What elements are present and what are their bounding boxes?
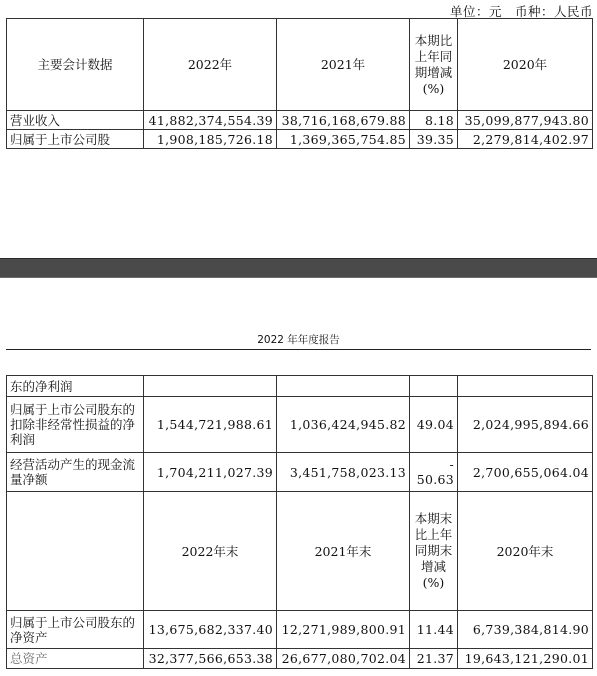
table-row — [7, 376, 593, 397]
value-2021: 1,369,365,754.85 — [277, 130, 410, 149]
value-2020: 6,739,384,814.90 — [458, 611, 593, 649]
value-2021: 26,677,080,702.04 — [277, 649, 410, 669]
page-bottom-section — [0, 276, 597, 676]
value-2022: 41,882,374,554.39 — [144, 111, 277, 130]
row-label: 总资产 — [7, 649, 144, 669]
value-2020: 19,643,121,290.01 — [458, 649, 593, 669]
header-main-data: 主要会计数据 — [7, 19, 144, 111]
value-2020: 2,024,995,894.66 — [458, 397, 593, 453]
value-2021 — [277, 376, 410, 397]
value-change: 50.63 — [416, 472, 454, 487]
page-header-title: 2022 年年度报告 — [257, 334, 340, 346]
header-change-pct: 本期末比上年同期末增减(%) — [410, 492, 458, 611]
value-2020: 2,279,814,402.97 — [458, 130, 593, 149]
value-2022 — [144, 376, 277, 397]
row-label: 东的净利润 — [7, 376, 144, 397]
header-2022-end: 2022年末 — [144, 492, 277, 611]
row-label: 归属于上市公司股 — [7, 130, 144, 149]
header-2020: 2020年 — [458, 19, 593, 111]
value-2021: 1,036,424,945.82 — [277, 397, 410, 453]
header-2022: 2022年 — [144, 19, 277, 111]
table-row — [7, 649, 593, 669]
table-row — [7, 111, 593, 130]
table-row — [7, 611, 593, 649]
key-accounting-data-table-continued — [6, 375, 593, 669]
row-label: 归属于上市公司股东的净资产 — [7, 611, 144, 649]
value-change: 11.44 — [410, 611, 458, 649]
value-change: 8.18 — [410, 111, 458, 130]
row-label: 经营活动产生的现金流量净额 — [7, 453, 144, 492]
value-2022: 13,675,682,337.40 — [144, 611, 277, 649]
value-2021: 12,271,989,800.91 — [277, 611, 410, 649]
header-empty — [7, 492, 144, 611]
table-header-row — [7, 19, 593, 111]
value-change: 39.35 — [410, 130, 458, 149]
value-2020 — [458, 376, 593, 397]
page-break-bar — [0, 258, 597, 278]
table-row — [7, 453, 593, 492]
value-2020: 35,099,877,943.80 — [458, 111, 593, 130]
table-row — [7, 130, 593, 149]
header-divider — [6, 349, 591, 350]
header-2020-end: 2020年末 — [458, 492, 593, 611]
unit-currency-line: 单位：元 币种：人民币 — [449, 4, 593, 19]
table-header-row — [7, 492, 593, 611]
header-2021-end: 2021年末 — [277, 492, 410, 611]
header-change-pct: 本期比上年同期增减(%) — [410, 19, 458, 111]
key-accounting-data-table — [6, 18, 593, 149]
value-2021: 38,716,168,679.88 — [277, 111, 410, 130]
value-2022: 32,377,566,653.38 — [144, 649, 277, 669]
value-change-cell — [410, 453, 458, 492]
value-2020: 2,700,655,064.04 — [458, 453, 593, 492]
value-2021: 3,451,758,023.13 — [277, 453, 410, 492]
value-change — [410, 376, 458, 397]
value-2022: 1,908,185,726.18 — [144, 130, 277, 149]
row-label: 营业收入 — [7, 111, 144, 130]
value-2022: 1,544,721,988.61 — [144, 397, 277, 453]
value-change: 21.37 — [410, 649, 458, 669]
table-row — [7, 397, 593, 453]
value-2022: 1,704,211,027.39 — [144, 453, 277, 492]
header-2021: 2021年 — [277, 19, 410, 111]
page-top-section — [0, 0, 597, 258]
negative-sign: - — [449, 457, 454, 472]
value-change: 49.04 — [410, 397, 458, 453]
row-label: 归属于上市公司股东的扣除非经常性损益的净利润 — [7, 397, 144, 453]
